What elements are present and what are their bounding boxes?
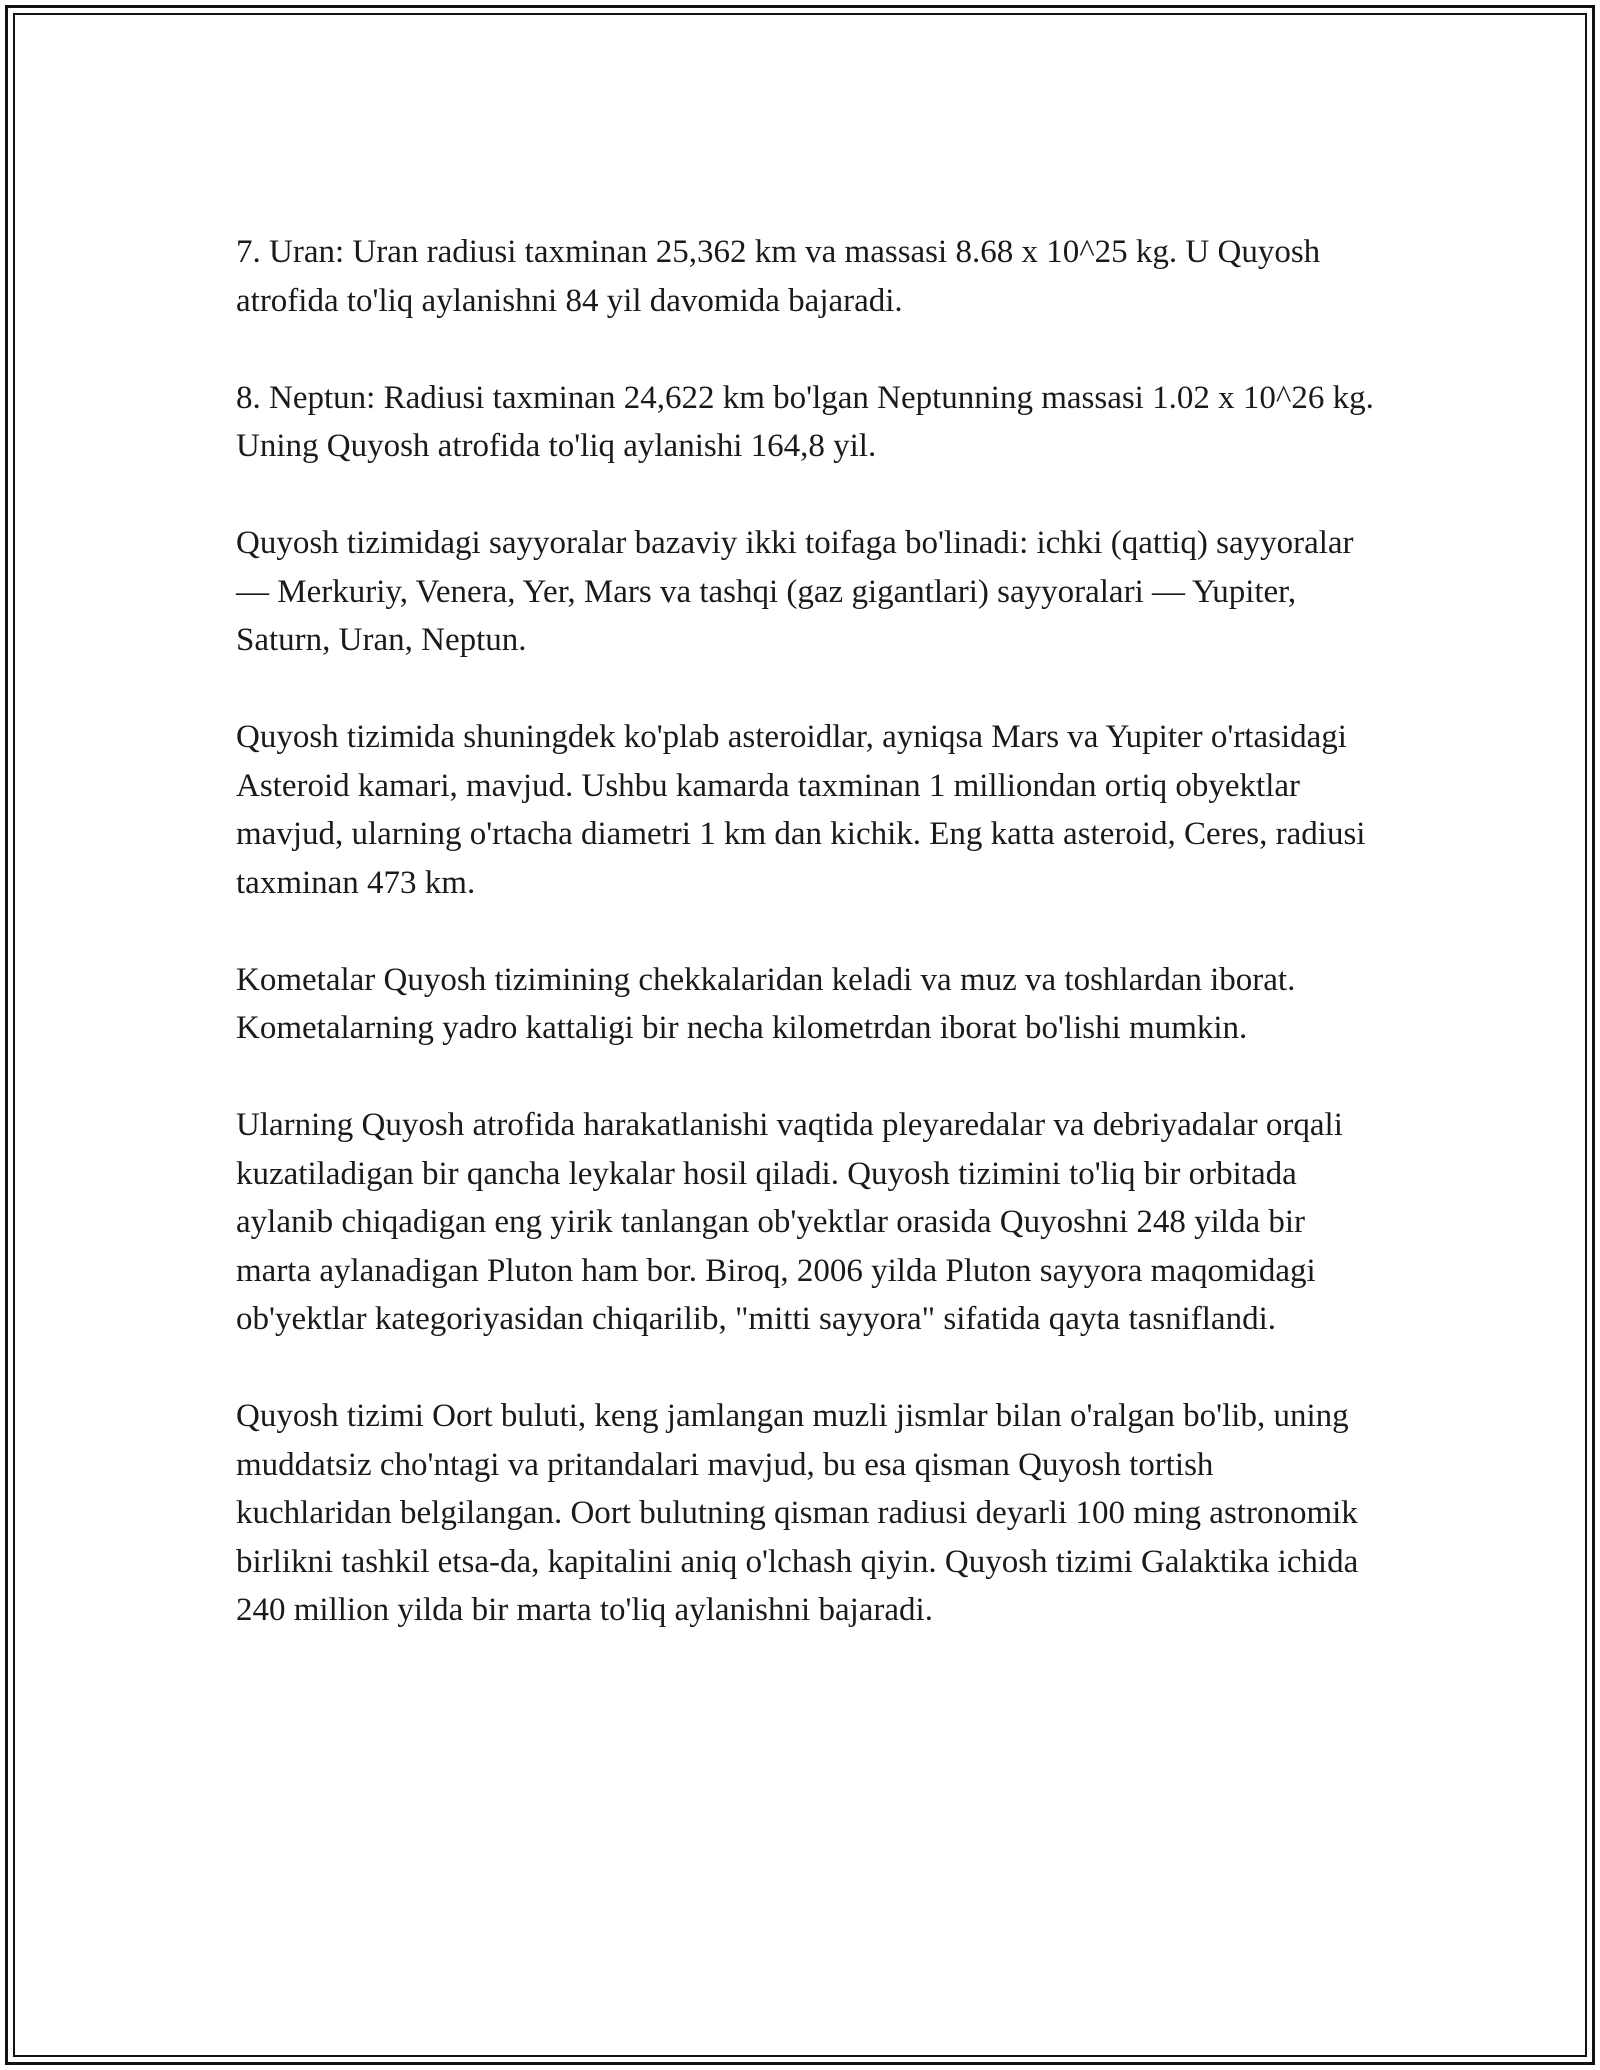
document-body: [236, 228, 1376, 1683]
paragraph-planet-groups: Quyosh tizimidagi sayyoralar bazaviy ikki toifaga bo'linadi: ichki (qattiq) sayyoralar — Merkuriy, Venera, Yer, Mars va tashqi (gaz gigantlari) sayyoralari — Yupiter, Saturn, Uran, Neptun.: [236, 525, 1354, 658]
paragraph-comets: Kometalar Quyosh tizimining chekkalaridan keladi va muz va toshlardan iborat. Kometalarning yadro kattaligi bir necha kilometrdan iborat bo'lishi mumkin.: [236, 961, 1296, 1046]
paragraph-pluto: Ularning Quyosh atrofida harakatlanishi vaqtida pleyaredalar va debriyadalar orqali kuzatiladigan bir qancha leykalar hosil qiladi. Quyosh tizimini to'liq bir orbitada aylanib chiqadigan eng yirik tanlangan ob'yektlar orasida Quyoshni 248 yilda bir marta aylanadigan Pluton ham bor. Biroq, 2006 yilda Pluton sayyora maqomidagi ob'yektlar kategoriyasidan chiqarilib, "mitti sayyora" sifatida qayta tasniflandi.: [236, 1107, 1343, 1337]
paragraph-uran: 7. Uran: Uran radiusi taxminan 25,362 km va massasi 8.68 x 10^25 kg. U Quyosh atrofida to'liq aylanishni 84 yil davomida bajaradi.: [236, 234, 1321, 319]
paragraph-asteroids: Quyosh tizimida shuningdek ko'plab asteroidlar, ayniqsa Mars va Yupiter o'rtasidagi Asteroid kamari, mavjud. Ushbu kamarda taxminan 1 milliondan ortiq obyektlar mavjud, ularning o'rtacha diametri 1 km dan kichik. Eng katta asteroid, Ceres, radiusi taxminan 473 km.: [236, 719, 1366, 901]
paragraph-neptun: 8. Neptun: Radiusi taxminan 24,622 km bo'lgan Neptunning massasi 1.02 x 10^26 kg. Uning Quyosh atrofida to'liq aylanishi 164,8 yil.: [236, 379, 1374, 464]
paragraph-oort-cloud: Quyosh tizimi Oort buluti, keng jamlangan muzli jismlar bilan o'ralgan bo'lib, uning muddatsiz cho'ntagi va pritandalari mavjud, bu esa qisman Quyosh tortish kuchlaridan belgilangan. Oort bulutning qisman radiusi deyarli 100 ming astronomik birlikni tashkil etsa-da, kapitalini aniq o'lchash qiyin. Quyosh tizimi Galaktika ichida 240 million yilda bir marta to'liq aylanishni bajaradi.: [236, 1398, 1359, 1628]
